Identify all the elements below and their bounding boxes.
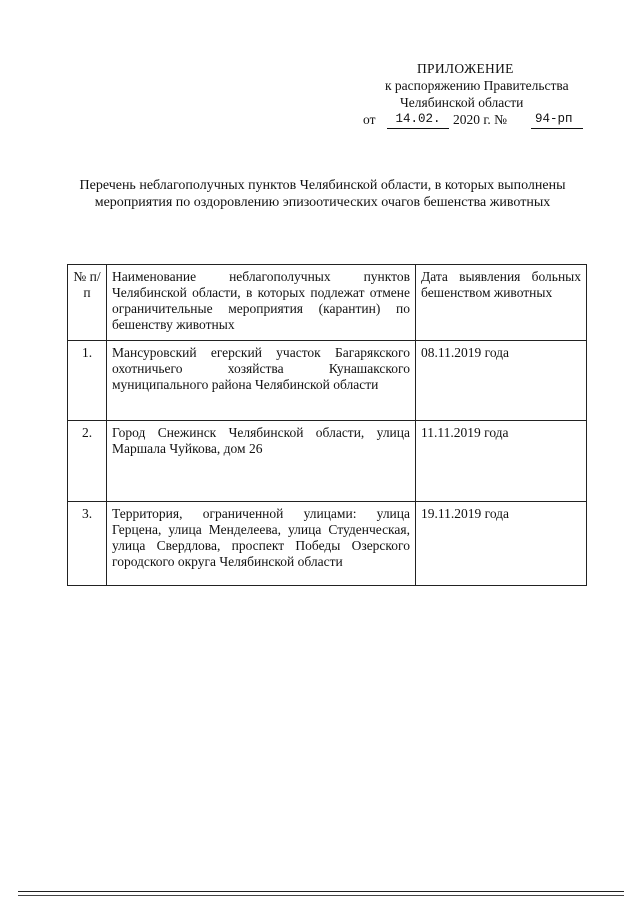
row-name: Территория, ограниченной улицами: улица Герцена, улица Менделеева, улица Студенческая, улица Свердлова, проспект Победы Озерского городского округа Челябинской области	[107, 502, 416, 586]
document-title: Перечень неблагополучных пунктов Челябинской области, в которых выполнены мероприятия по оздоровлению эпизоотических очагов бешенства животных	[79, 178, 566, 210]
row-date: 11.11.2019 года	[416, 421, 587, 502]
row-name: Мансуровский егерский участок Багарякского охотничьего хозяйства Кунашакского муниципального района Челябинской области	[107, 341, 416, 421]
row-name: Город Снежинск Челябинской области, улица Маршала Чуйкова, дом 26	[107, 421, 416, 502]
column-header-number: № п/п	[68, 265, 107, 341]
order-year-label: 2020 г. №	[453, 112, 508, 127]
row-number: 3.	[68, 502, 107, 586]
order-number: 94-рп	[531, 111, 583, 129]
appendix-title: ПРИЛОЖЕНИЕ	[417, 61, 514, 76]
table-row	[68, 341, 587, 421]
row-number: 2.	[68, 421, 107, 502]
row-date: 08.11.2019 года	[416, 341, 587, 421]
table-row	[68, 502, 587, 586]
row-number: 1.	[68, 341, 107, 421]
table-row	[68, 421, 587, 502]
table-header-row	[68, 265, 587, 341]
column-header-date: Дата выявления больных бешенством животных	[416, 265, 587, 341]
order-date: 14.02.	[387, 111, 449, 129]
appendix-region: Челябинской области	[400, 95, 524, 110]
outbreak-points-table	[67, 264, 587, 586]
appendix-date-line	[355, 111, 605, 128]
footer-divider	[18, 891, 624, 892]
footer-divider	[18, 895, 624, 896]
appendix-order-reference: к распоряжению Правительства	[385, 78, 569, 93]
column-header-name: Наименование неблагополучных пунктов Челябинской области, в которых подлежат отмене ограничительные мероприятия (карантин) по бешенству животных	[107, 265, 416, 341]
date-prefix: от	[363, 112, 376, 127]
row-date: 19.11.2019 года	[416, 502, 587, 586]
appendix-header	[355, 60, 605, 128]
